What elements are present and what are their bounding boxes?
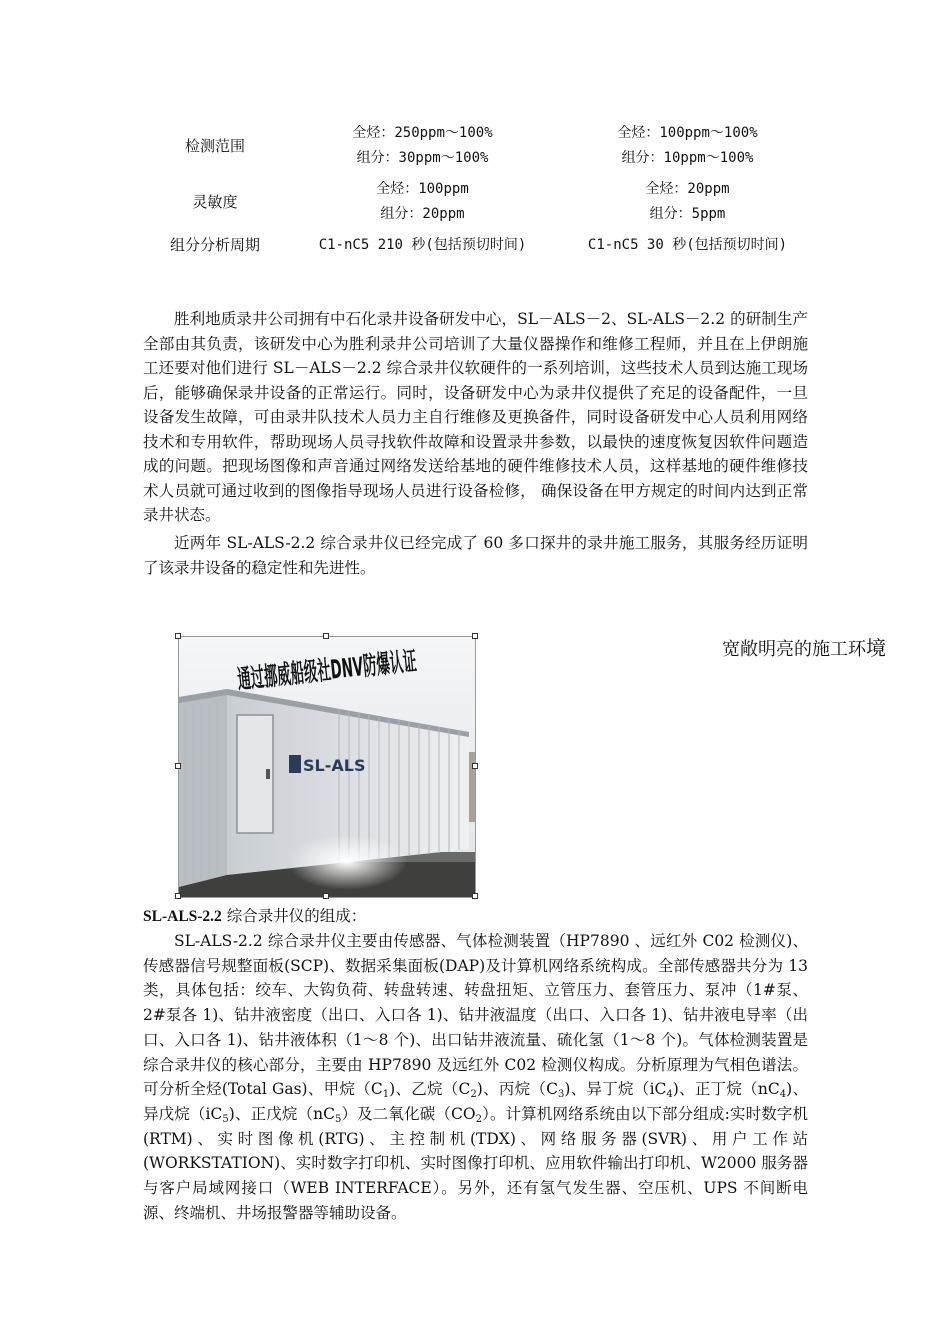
cell-line: 全烃：20ppm [645, 181, 730, 197]
caption-text: 宽敞明亮的施工环 [722, 639, 866, 660]
table-cell [290, 174, 555, 230]
cell-line: 组分：10ppm～100% [621, 150, 754, 166]
heading-model: SL-ALS-2.2 [143, 908, 222, 925]
table-cell [290, 230, 555, 261]
cell-line: 组分：30ppm～100% [356, 150, 489, 166]
table-row [140, 118, 820, 174]
heading-text: 综合录井仪的组成： [221, 907, 367, 925]
row-label: 组分分析周期 [169, 236, 260, 254]
container-illustration [179, 628, 587, 897]
table-cell [555, 230, 820, 261]
certification-banner: 通过挪威船级社DNV防爆认证 [235, 628, 587, 696]
resize-handle[interactable] [472, 893, 478, 899]
resize-handle[interactable] [175, 633, 181, 639]
cell-line: 全烃：100ppm [376, 181, 469, 197]
table-cell [555, 118, 820, 174]
resize-handle[interactable] [323, 633, 329, 639]
spec-table [140, 118, 820, 261]
cell-line: 组分：5ppm [649, 206, 726, 222]
container-logo-text: SL-ALS [303, 756, 366, 775]
section-heading [143, 904, 366, 926]
cell-line: 全烃：100ppm～100% [617, 125, 758, 141]
container-photo[interactable] [178, 628, 587, 898]
row-label: 检测范围 [184, 136, 245, 155]
photo-caption [722, 632, 886, 661]
cell-line: C1-nC5 210 秒(包括预切时间) [318, 237, 527, 253]
paragraph-research-center: 胜利地质录井公司拥有中石化录井设备研发中心，SL－ALS－2、SL-ALS－2.2 的研制生产全部由其负责，该研发中心为胜利录井公司培训了大量仪器操作和维修工程师，并且在上伊朗施工还要对他们进行 SL－ALS－2.2 综合录井仪软硬件的一系列培训，这些技术人员到达施工现场后，能够确保录井设备的正常运行。同时，设备研发中心为录井仪提供了充足的设备配件，一旦设备发生故障，可由录井队技术人员力主自行维修及更换备件，同时设备研发中心人员利用网络技术和专用软件，帮助现场人员寻找软件故障和设置录井参数，以最快的速度恢复因软件问题造成的问题。把现场图像和声音通过网络发送给基地的硬件维修技术人员，这样基地的硬件维修技术人员就可通过收到的图像指导现场人员进行设备检修， 确保设备在甲方规定的时间内达到正常录井状态。 [143, 310, 808, 524]
resize-handle[interactable] [472, 763, 478, 769]
cell-line: 全烃：250ppm～100% [352, 125, 493, 141]
table-row [140, 230, 820, 261]
row-label: 灵敏度 [192, 192, 238, 211]
resize-handle[interactable] [472, 633, 478, 639]
paragraph-service-history: 近两年 SL-ALS-2.2 综合录井仪已经完成了 60 多口探井的录井施工服务，其服务经历证明了该录井设备的稳定性和先进性。 [143, 534, 808, 577]
paragraph-composition: SL-ALS-2.2 综合录井仪主要由传感器、气体检测装置（HP7890 、远红外 C02 检测仪)、传感器信号规整面板(SCP)、数据采集面板(DAP)及计算机网络系统构成。全部传感器共分为 13 类，具体包括：绞车、大钩负荷、转盘转速、转盘扭矩、立管压力、套管压力、泵冲（1#泵、2#泵各 1)、钻井液密度（出口、入口各 1)、钻井液温度（出口、入口各 1)、钻井液电导率（出口、入口各 1)、钻井液体积（1～8 个)、出口钻井液流量、硫化氢（1～8 个)。气体检测装置是综合录井仪的核心部分，主要由 HP7890 及远红外 C02 检测仪构成。分析原理为气相色谱法。可分析全烃(Total Gas)、甲烷$(C_1)$、乙烷$(C_2)$、丙烷$(C_3)$、异丁烷$(iC_4)$、正丁烷$(nC_4)$、异戊烷$(iC_5)$、正戊烷$(nC_5)$及二氧化碳$(CO_2)$。计算机网络系统由以下部分组成:实时数字机(RTM)、实时图像机(RTG)、主控制机(TDX)、网络服务器(SVR)、用户工作站(WORKSTATION)、实时数字打印机、实时图像打印机、应用软件输出打印机、W2000 服务器与客户局域网接口（WEB INTERFACE）。另外，还有氢气发生器、空压机、UPS 不间断电源、终端机、井场报警器等辅助设备。 [143, 932, 808, 1222]
resize-handle[interactable] [175, 763, 181, 769]
table-cell [290, 118, 555, 174]
cell-line: 组分：20ppm [380, 206, 465, 222]
resize-handle[interactable] [175, 893, 181, 899]
resize-handle[interactable] [323, 893, 329, 899]
caption-last-char: 境 [866, 636, 886, 660]
table-cell [555, 174, 820, 230]
table-row [140, 174, 820, 230]
cell-line: C1-nC5 30 秒(包括预切时间) [587, 237, 788, 253]
